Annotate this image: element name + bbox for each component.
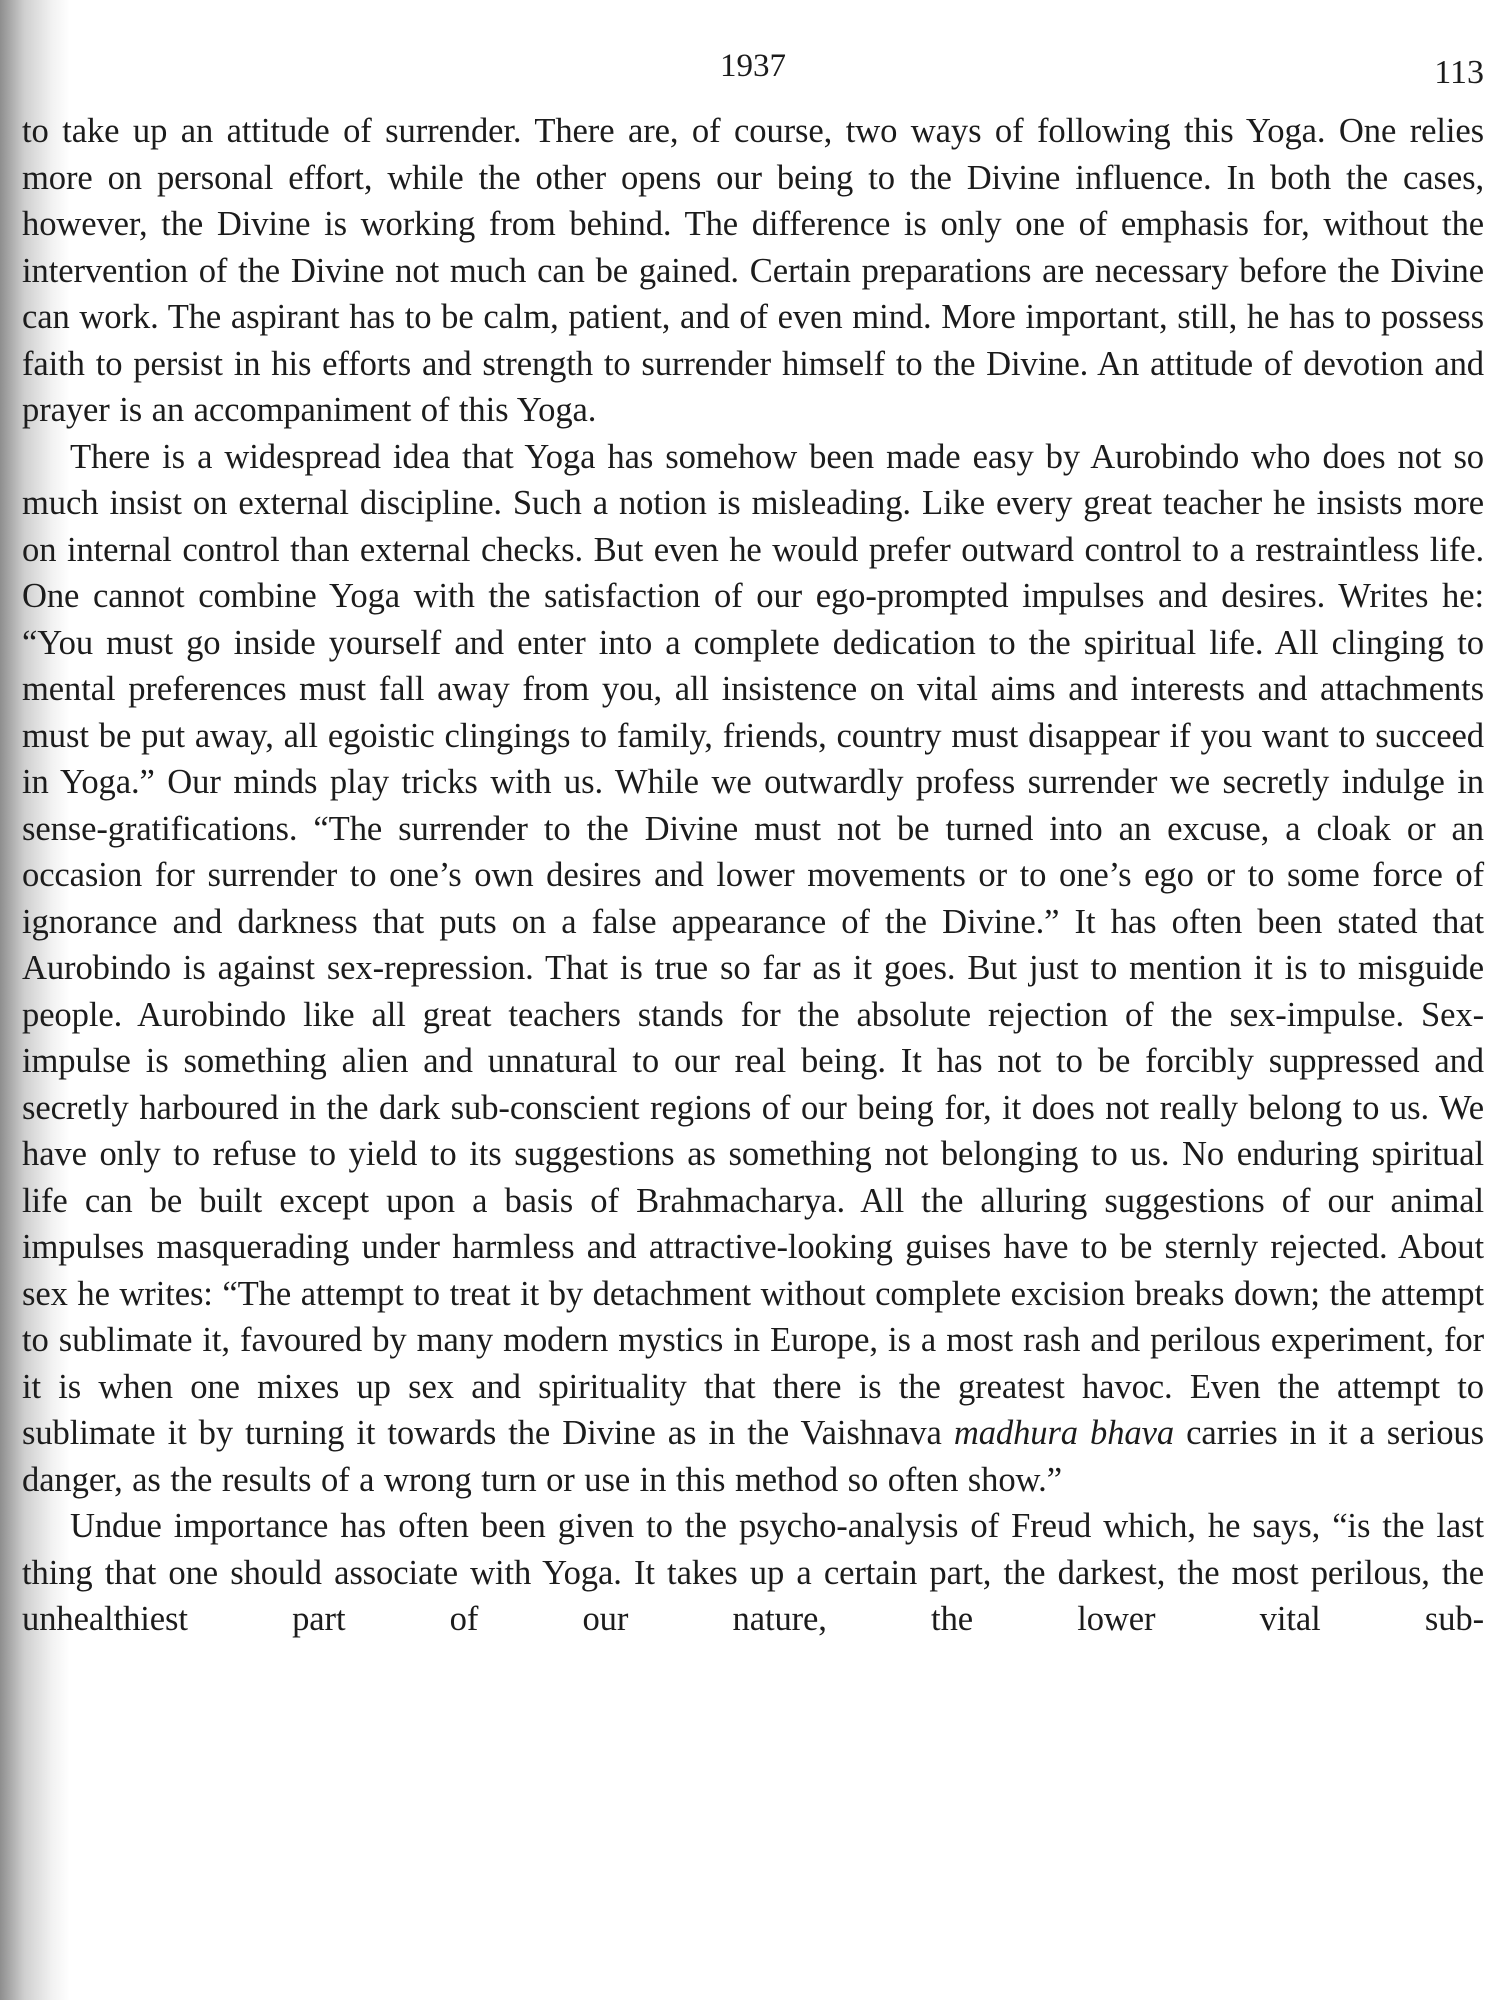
italic-term: madhura bhava bbox=[953, 1414, 1175, 1452]
book-page bbox=[22, 48, 1484, 1643]
paragraph-2 bbox=[22, 434, 1484, 1504]
paragraph-3: Undue importance has often been given to the psycho-analysis of Freud which, he says, “is the last thing that one should associate with Yoga. It takes up a certain part, the darkest, the most perilous, the unhealthiest part of our nature, the lower vital sub- bbox=[22, 1507, 1484, 1638]
paragraph-1: to take up an attitude of surrender. There are, of course, two ways of following this Yoga. One relies more on personal effort, while the other opens our being to the Divine influence. In both the cases, however, the Divine is working from behind. The difference is only one of emphasis for, without the intervention of the Divine not much can be gained. Certain preparations are necessary before the Divine can work. The aspirant has to be calm, patient, and of even mind. More important, still, he has to possess faith to persist in his efforts and strength to surrender himself to the Divine. An attitude of devotion and prayer is an accompaniment of this Yoga. bbox=[22, 112, 1484, 429]
paragraph-2-text-a: There is a widespread idea that Yoga has somehow been made easy by Aurobindo who does not so much insist on external discipline. Such a notion is misleading. Like every great teacher he insists more on internal control than external checks. But even he would prefer outward control to a restraintless life. One cannot combine Yoga with the satisfaction of our ego-prompted impulses and desires. Writes he: “You must go inside yourself and enter into a complete dedication to the spiritual life. All clinging to mental preferences must fall away from you, all insistence on vital aims and interests and attachments must be put away, all egoistic clingings to family, friends, country must disappear if you want to succeed in Yoga.” Our minds play tricks with us. While we outwardly profess surrender we secretly indulge in sense-gratifications. “The surrender to the Divine must not be turned into an excuse, a cloak or an occasion for surrender to one’s own desires and lower movements or to one’s ego or to some force of ignorance and darkness that puts on a false appearance of the Divine.” It has often been stated that Aurobindo is against sex-repression. That is true so far as it goes. But just to mention it is to misguide people. Aurobindo like all great teachers stands for the absolute rejection of the sex-impulse. Sex-impulse is something alien and unnatural to our real being. It has not to be forcibly suppressed and secretly harboured in the dark sub-conscient regions of our being for, it does not really belong to us. We have only to refuse to yield to its suggestions as something not belonging to us. No enduring spiritual life can be built except upon a basis of Brahmacharya. All the alluring suggestions of our animal impulses masquerading under harmless and attractive-looking guises have to be sternly rejected. About sex he writes: “The attempt to treat it by detachment without complete excision breaks down; the attempt to sublimate it, favoured by many modern mystics in Europe, is a most rash and perilous experiment, for it is when one mixes up sex and spirituality that there is the greatest havoc. Even the attempt to sublimate it by turning it towards the Divine as in the Vaishnava bbox=[22, 437, 1484, 1452]
paragraph-2-text-b: carries in it a serious danger, as the results of a wrong turn or use in this method so often show.” bbox=[22, 1414, 1484, 1499]
page-number: 113 bbox=[1434, 54, 1484, 91]
running-header-year: 1937 bbox=[720, 48, 786, 84]
running-header bbox=[22, 48, 1484, 108]
